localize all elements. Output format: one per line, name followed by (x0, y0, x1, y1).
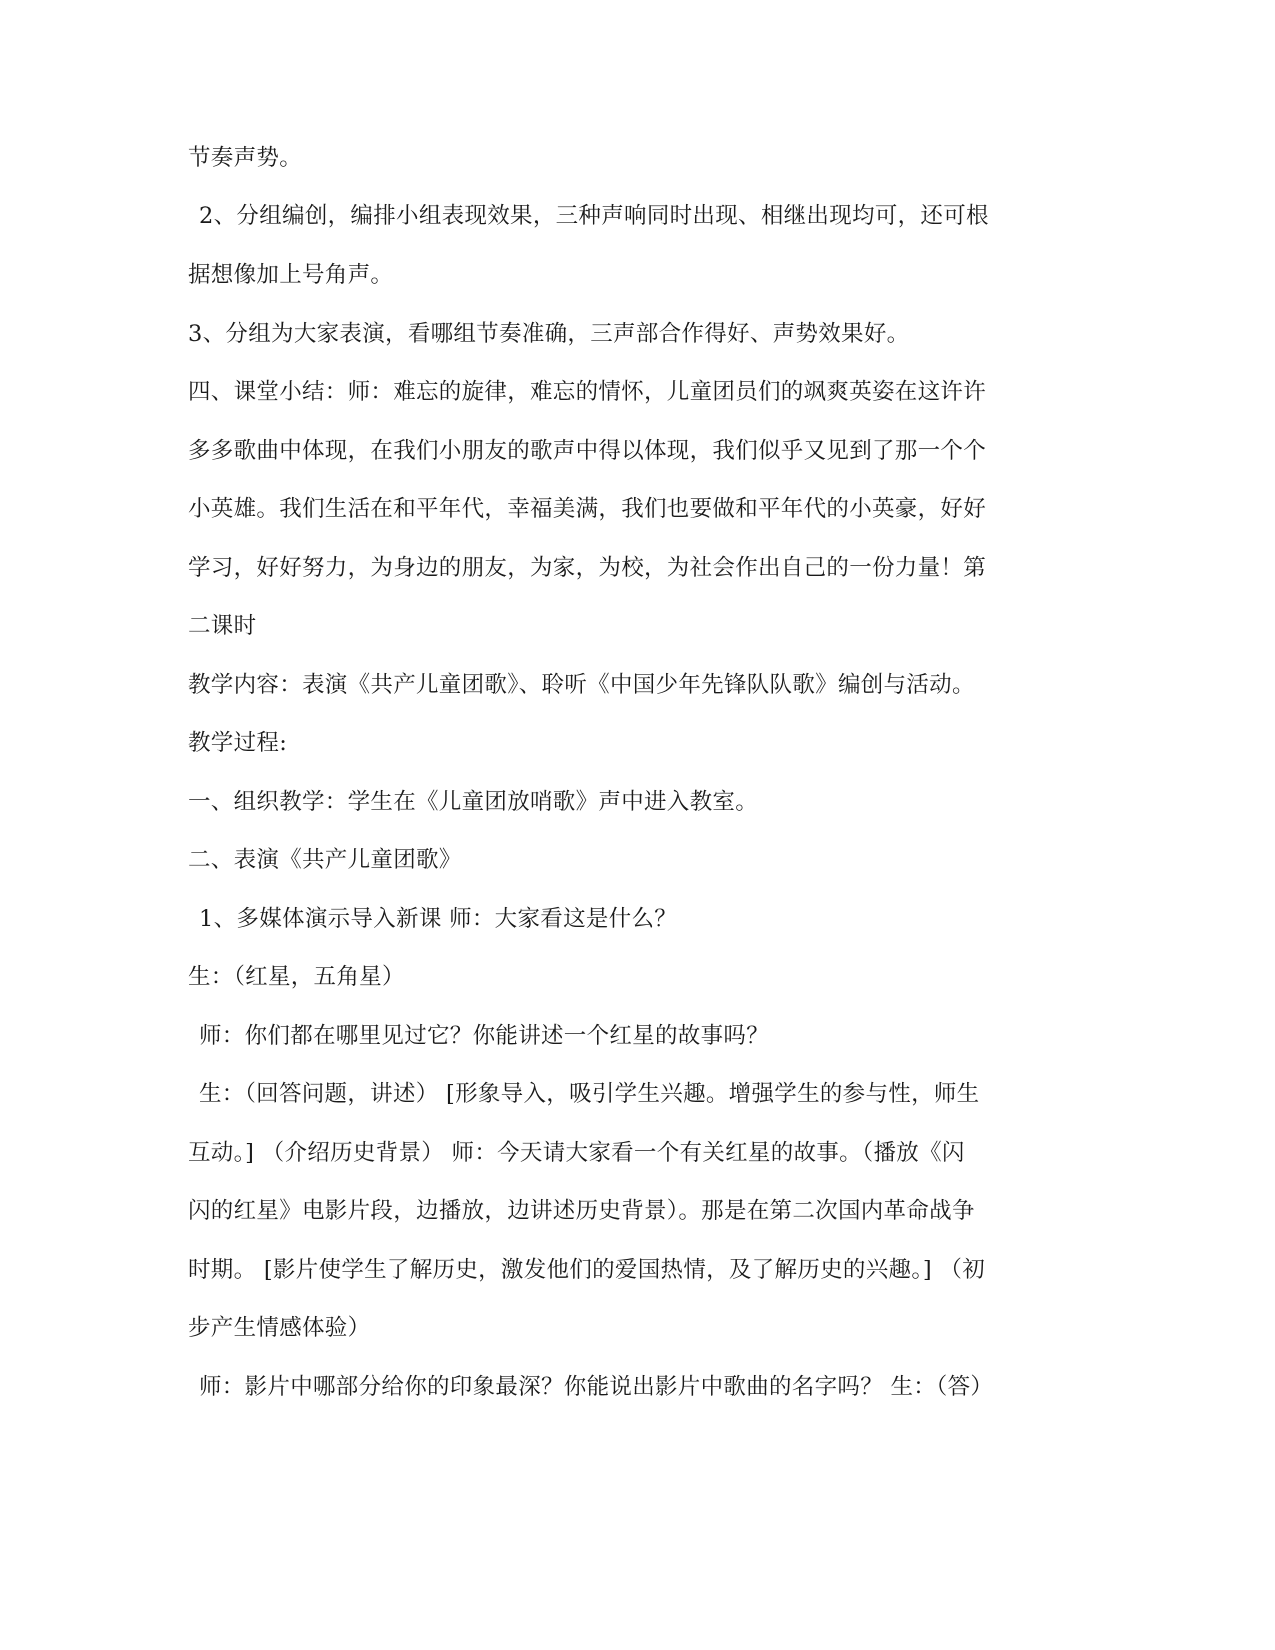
text-line: 据想像加上号角声。 (188, 262, 394, 288)
text-line: 一、组织教学：学生在《儿童团放哨歌》声中进入教室。 (188, 789, 759, 815)
text-line: 步产生情感体验） (188, 1315, 371, 1341)
text-line: 教学内容：表演《共产儿童团歌》、聆听《中国少年先锋队队歌》编创与活动。 (188, 672, 975, 698)
text-line: 互动。] （介绍历史背景） 师：今天请大家看一个有关红星的故事。（播放《闪 (188, 1140, 965, 1166)
text-line: 多多歌曲中体现，在我们小朋友的歌声中得以体现，我们似乎又见到了那一个个 (188, 438, 987, 464)
text-line: 学习，好好努力，为身边的朋友，为家，为校，为社会作出自己的一份力量！第 (188, 555, 987, 581)
text-line: 生：（回答问题，讲述） [形象导入，吸引学生兴趣。增强学生的参与性，师生 (199, 1081, 980, 1107)
text-line: 1、多媒体演示导入新课 师：大家看这是什么？ (199, 906, 678, 932)
text-line: 闪的红星》电影片段，边播放，边讲述历史背景）。那是在第二次国内革命战争 (188, 1198, 975, 1224)
text-line: 3、分组为大家表演，看哪组节奏准确，三声部合作得好、声势效果好。 (188, 321, 910, 347)
text-line: 二课时 (188, 613, 257, 639)
text-line: 师：影片中哪部分给你的印象最深？你能说出影片中歌曲的名字吗？ 生：（答） (199, 1374, 994, 1400)
text-line: 生：（红星，五角星） (188, 964, 405, 990)
text-line: 2、分组编创，编排小组表现效果，三种声响同时出现、相继出现均可，还可根 (199, 203, 989, 229)
text-line: 师：你们都在哪里见过它？你能讲述一个红星的故事吗？ (199, 1023, 770, 1049)
text-line: 二、表演《共产儿童团歌》 (188, 847, 462, 873)
text-line: 时期。 [影片使学生了解历史，激发他们的爱国热情，及了解历史的兴趣。] （初 (188, 1257, 986, 1283)
text-line: 四、课堂小结：师：难忘的旋律，难忘的情怀，儿童团员们的飒爽英姿在这许许 (188, 379, 987, 405)
text-line: 教学过程: (188, 730, 288, 756)
text-line: 小英雄。我们生活在和平年代，幸福美满，我们也要做和平年代的小英豪，好好 (188, 496, 987, 522)
text-line: 节奏声势。 (188, 145, 303, 171)
